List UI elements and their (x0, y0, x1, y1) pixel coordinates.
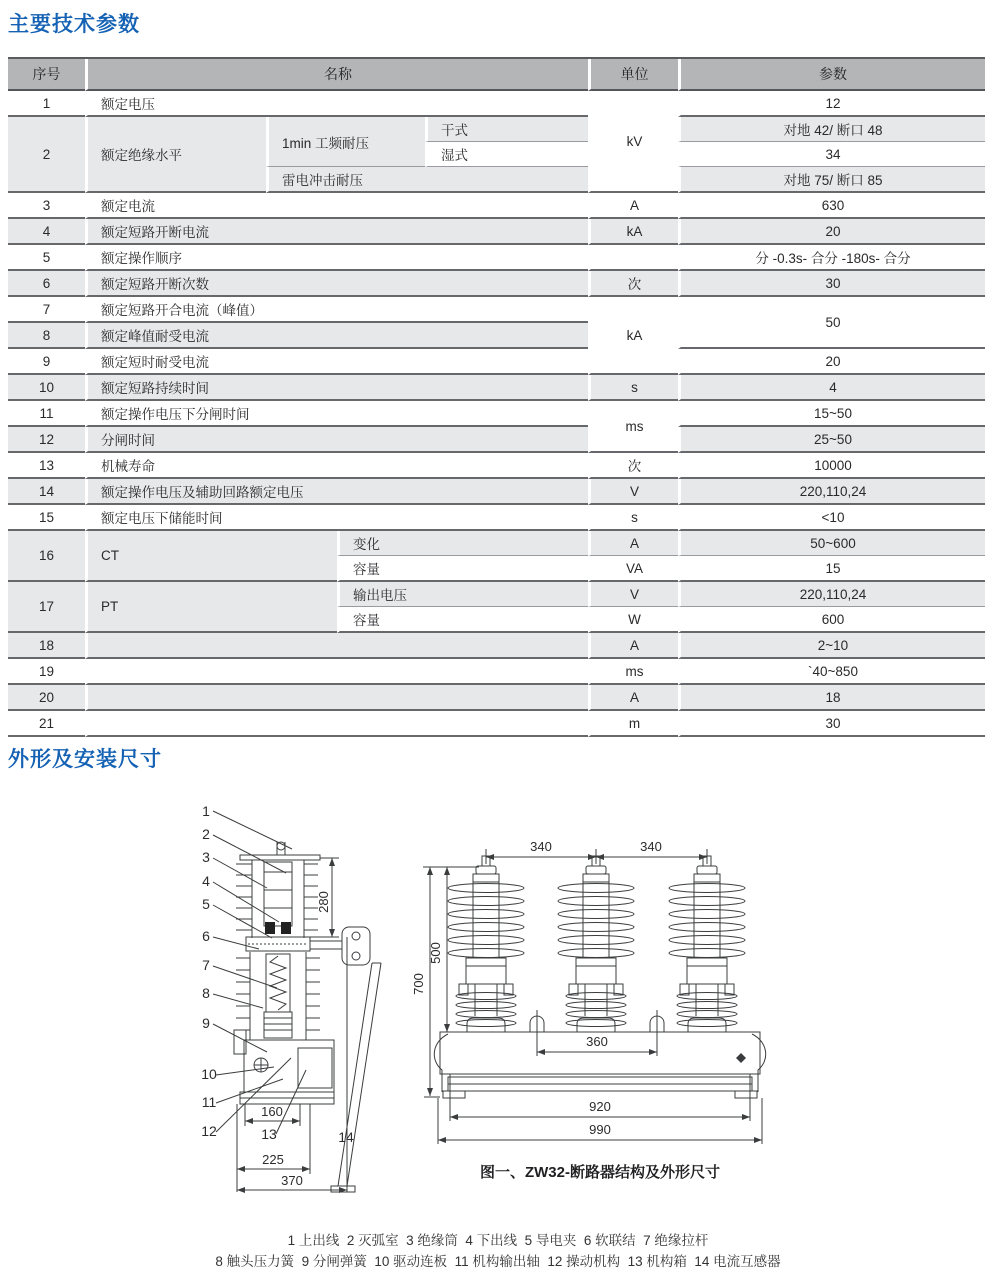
row-subname: 雷电冲击耐压 (266, 167, 588, 193)
row-name: 分闸时间 (85, 427, 588, 453)
row-no: 15 (8, 505, 85, 531)
row-name: 额定操作电压及辅助回路额定电压 (85, 479, 588, 505)
dim-340a-label: 340 (530, 839, 552, 854)
callout-9: 9 (202, 1015, 210, 1031)
row-unit: V (588, 479, 678, 505)
table-row (8, 427, 985, 453)
table-row (8, 117, 985, 142)
row-no: 1 (8, 91, 85, 117)
row-name (85, 659, 588, 685)
table-row (8, 582, 985, 607)
row-param: 34 (678, 142, 985, 167)
row-unit (588, 245, 678, 271)
row-no: 16 (8, 531, 85, 582)
row-name: 额定短路开断次数 (85, 271, 588, 297)
table-row (8, 91, 985, 117)
row-unit: s (588, 375, 678, 401)
row-name: 额定操作顺序 (85, 245, 588, 271)
support-leg (331, 963, 381, 1192)
row-unit: kA (588, 297, 678, 375)
row-unit: A (588, 193, 678, 219)
right-figure-front-view (411, 839, 766, 1144)
row-unit: ms (588, 659, 678, 685)
row-param: 30 (678, 711, 985, 737)
table-header-row (8, 59, 985, 91)
table-row (8, 505, 985, 531)
row-no: 18 (8, 633, 85, 659)
middle-flange-bracket (246, 927, 370, 965)
row-name: PT (85, 582, 337, 633)
row-param: 30 (678, 271, 985, 297)
row-unit: V (588, 582, 678, 607)
callout-leader-lines (213, 811, 306, 1134)
callout-12: 12 (201, 1123, 217, 1139)
row-name: 额定短路开断电流 (85, 219, 588, 245)
callout-2: 2 (202, 826, 210, 842)
row-param: 10000 (678, 453, 985, 479)
table-row (8, 633, 985, 659)
callout-11: 11 (201, 1094, 217, 1110)
row-subname: 容量 (337, 556, 588, 582)
row-no: 8 (8, 323, 85, 349)
row-subname: 输出电压 (337, 582, 588, 607)
row-unit: 次 (588, 453, 678, 479)
row-name: 额定短时耐受电流 (85, 349, 588, 375)
row-name: 额定短路持续时间 (85, 375, 588, 401)
row-unit: W (588, 607, 678, 633)
row-name (85, 711, 588, 737)
figure-caption: 图一、ZW32-断路器结构及外形尺寸 (479, 1164, 720, 1181)
row-no: 6 (8, 271, 85, 297)
row-no: 2 (8, 117, 85, 193)
base-diamond-mark (736, 1053, 746, 1063)
table-row (8, 193, 985, 219)
callout-8: 8 (202, 985, 210, 1001)
col-header-param: 参数 (678, 59, 985, 91)
callout-1: 1 (202, 803, 210, 819)
row-unit: A (588, 633, 678, 659)
row-unit: m (588, 711, 678, 737)
callout-14: 14 (338, 1129, 354, 1145)
row-no: 12 (8, 427, 85, 453)
row-param: 600 (678, 607, 985, 633)
row-no: 14 (8, 479, 85, 505)
dim-280-label: 280 (316, 891, 331, 913)
callout-10: 10 (201, 1066, 217, 1082)
row-no: 20 (8, 685, 85, 711)
arc-chamber-insulator (236, 860, 318, 938)
row-param: 分 -0.3s- 合分 -180s- 合分 (678, 245, 985, 271)
dim-160-label: 160 (261, 1104, 283, 1119)
row-name: 额定电压 (85, 91, 588, 117)
row-no: 9 (8, 349, 85, 375)
dim-500-label: 500 (428, 942, 443, 964)
row-name: 额定短路开合电流（峰值） (85, 297, 588, 323)
dim-225-label: 225 (262, 1152, 284, 1167)
row-param: 220,110,24 (678, 479, 985, 505)
dim-370-label: 370 (281, 1173, 303, 1188)
row-unit: 次 (588, 271, 678, 297)
left-figure-cross-section (201, 803, 381, 1192)
callout-3: 3 (202, 849, 210, 865)
callout-7: 7 (202, 957, 210, 973)
row-unit: ms (588, 401, 678, 453)
callout-5: 5 (202, 896, 210, 912)
row-param: 4 (678, 375, 985, 401)
row-param: 20 (678, 219, 985, 245)
row-name (85, 633, 588, 659)
table-row (8, 453, 985, 479)
table-row (8, 401, 985, 427)
table-row (8, 659, 985, 685)
row-no: 3 (8, 193, 85, 219)
row-param: 630 (678, 193, 985, 219)
row-name (85, 685, 588, 711)
row-unit: A (588, 685, 678, 711)
row-param: 50 (678, 297, 985, 349)
row-param: 15~50 (678, 401, 985, 427)
row-subname: 1min 工频耐压 (266, 117, 425, 167)
row-param: 50~600 (678, 531, 985, 556)
row-no: 5 (8, 245, 85, 271)
dim-700-label: 700 (411, 973, 426, 995)
spec-table (8, 57, 985, 737)
row-param: 25~50 (678, 427, 985, 453)
row-unit: VA (588, 556, 678, 582)
col-header-unit: 单位 (588, 59, 678, 91)
row-no: 21 (8, 711, 85, 737)
row-unit: kA (588, 219, 678, 245)
callout-4: 4 (202, 873, 210, 889)
upper-terminal (240, 842, 320, 860)
parts-legend-line-1: 1 上出线 2 灭弧室 3 绝缘筒 4 下出线 5 导电夹 6 软联结 7 绝缘拉杆 (287, 1233, 709, 1248)
row-unit: s (588, 505, 678, 531)
row-param: 15 (678, 556, 985, 582)
row-param: 220,110,24 (678, 582, 985, 607)
dim-340b-label: 340 (640, 839, 662, 854)
row-param: `40~850 (678, 659, 985, 685)
table-row (8, 711, 985, 737)
row-unit: kV (588, 91, 678, 193)
row-no: 4 (8, 219, 85, 245)
row-param: 18 (678, 685, 985, 711)
row-param: <10 (678, 505, 985, 531)
table-row (8, 375, 985, 401)
row-no: 13 (8, 453, 85, 479)
row-subname: 湿式 (425, 142, 588, 167)
page-title-figure: 外形及安装尺寸 (8, 748, 162, 771)
row-name: 额定电流 (85, 193, 588, 219)
col-header-no: 序号 (8, 59, 85, 91)
row-subname: 容量 (337, 607, 588, 633)
row-no: 19 (8, 659, 85, 685)
table-row (8, 271, 985, 297)
callout-6: 6 (202, 928, 210, 944)
row-no: 10 (8, 375, 85, 401)
row-no: 7 (8, 297, 85, 323)
row-name: 额定绝缘水平 (85, 117, 266, 193)
row-subname: 变化 (337, 531, 588, 556)
table-row (8, 219, 985, 245)
table-row (8, 531, 985, 556)
row-name: 额定操作电压下分闸时间 (85, 401, 588, 427)
table-row (8, 297, 985, 323)
row-name: 机械寿命 (85, 453, 588, 479)
row-no: 17 (8, 582, 85, 633)
row-name: CT (85, 531, 337, 582)
row-no: 11 (8, 401, 85, 427)
parts-legend-line-2: 8 触头压力簧 9 分闸弹簧 10 驱动连板 11 机构输出轴 12 操动机构 13 机构箱 14 电流互感器 (215, 1254, 781, 1269)
row-param: 2~10 (678, 633, 985, 659)
row-param: 对地 75/ 断口 85 (678, 167, 985, 193)
row-param: 对地 42/ 断口 48 (678, 117, 985, 142)
row-name: 额定峰值耐受电流 (85, 323, 588, 349)
dim-920-label: 920 (589, 1099, 611, 1114)
row-subname: 干式 (425, 117, 588, 142)
row-param: 20 (678, 349, 985, 375)
table-row (8, 349, 985, 375)
table-row (8, 685, 985, 711)
row-param: 12 (678, 91, 985, 117)
table-row (8, 479, 985, 505)
dim-990-label: 990 (589, 1122, 611, 1137)
callout-13: 13 (261, 1126, 277, 1142)
row-name: 额定电压下储能时间 (85, 505, 588, 531)
page-title-main: 主要技术参数 (8, 13, 140, 36)
row-unit: A (588, 531, 678, 556)
outline-drawing (0, 786, 996, 1200)
table-row (8, 245, 985, 271)
dim-360-label: 360 (586, 1034, 608, 1049)
col-header-name: 名称 (85, 59, 588, 91)
